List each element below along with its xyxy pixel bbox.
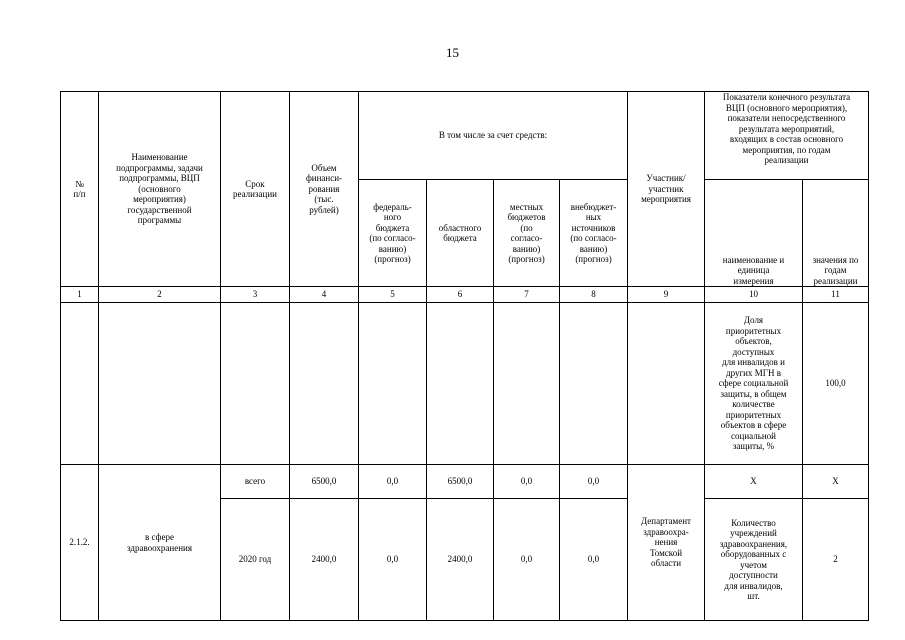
- regional-cell: 2400,0: [427, 499, 494, 621]
- indicator-name-cell: Количество учреждений здравоохранения, оборудованных с учетом доступности для инвалидов, шт.: [705, 499, 803, 621]
- empty-cell: [290, 303, 359, 465]
- col-num-3: 3: [221, 287, 290, 303]
- period-cell: 2020 год: [221, 499, 290, 621]
- volume-cell: 6500,0: [290, 465, 359, 499]
- row-name: в сфере здравоохранения: [99, 465, 221, 621]
- header-volume: Объем финанси- рования (тыс. рублей): [290, 92, 359, 287]
- col-num-10: 10: [705, 287, 803, 303]
- period-cell: всего: [221, 465, 290, 499]
- empty-cell: [628, 303, 705, 465]
- header-period: Срок реализации: [221, 92, 290, 287]
- header-indicators-group: Показатели конечного результата ВЦП (основного мероприятия), показатели непосредственного результата мероприятий, входящих в состав основного мероприятия, по годам реализации: [705, 92, 869, 180]
- header-federal: федераль- ного бюджета (по согласо- ванию) (прогноз): [359, 180, 427, 287]
- volume-cell: 2400,0: [290, 499, 359, 621]
- header-local: местных бюджетов (по согласо- ванию) (прогноз): [494, 180, 560, 287]
- header-indicator-name: наименование и единица измерения: [705, 180, 803, 287]
- empty-cell: [560, 303, 628, 465]
- col-num-11: 11: [803, 287, 869, 303]
- header-row-1: [61, 92, 869, 180]
- header-indicator-value: значения по годам реализации: [803, 180, 869, 287]
- header-regional: областного бюджета: [427, 180, 494, 287]
- col-num-2: 2: [99, 287, 221, 303]
- extrabudget-cell: 0,0: [560, 499, 628, 621]
- participant-cell: Департамент здравоохра- нения Томской области: [628, 465, 705, 621]
- indicator-value-cell: 2: [803, 499, 869, 621]
- header-name: Наименование подпрограммы, задачи подпрограммы, ВЦП (основного мероприятия) государственной программы: [99, 92, 221, 287]
- col-num-1: 1: [61, 287, 99, 303]
- header-sources-group: В том числе за счет средств:: [359, 92, 628, 180]
- empty-cell: [99, 303, 221, 465]
- empty-cell: [359, 303, 427, 465]
- indicator-name-cell: Доля приоритетных объектов, доступных для инвалидов и других МГН в сфере социальной защиты, в общем количестве приоритетных объектов в сфере социальной защиты, %: [705, 303, 803, 465]
- col-num-4: 4: [290, 287, 359, 303]
- empty-cell: [494, 303, 560, 465]
- col-num-7: 7: [494, 287, 560, 303]
- col-num-9: 9: [628, 287, 705, 303]
- col-num-5: 5: [359, 287, 427, 303]
- row-number: 2.1.2.: [61, 465, 99, 621]
- regional-cell: 6500,0: [427, 465, 494, 499]
- col-num-8: 8: [560, 287, 628, 303]
- indicator-name-cell: X: [705, 465, 803, 499]
- empty-cell: [427, 303, 494, 465]
- indicator-value-cell: X: [803, 465, 869, 499]
- federal-cell: 0,0: [359, 465, 427, 499]
- col-num-6: 6: [427, 287, 494, 303]
- extrabudget-cell: 0,0: [560, 465, 628, 499]
- empty-cell: [61, 303, 99, 465]
- column-numbers-row: [61, 287, 869, 303]
- empty-cell: [221, 303, 290, 465]
- header-participant: Участник/ участник мероприятия: [628, 92, 705, 287]
- program-table: [60, 91, 869, 621]
- header-extrabudget: внебюджет- ных источников (по согласо- ванию) (прогноз): [560, 180, 628, 287]
- table-row-212-total: [61, 465, 869, 499]
- indicator-value-cell: 100,0: [803, 303, 869, 465]
- page-number: 15: [446, 45, 459, 60]
- local-cell: 0,0: [494, 499, 560, 621]
- table-row-continuation: [61, 303, 869, 465]
- header-number: № п/п: [61, 92, 99, 287]
- federal-cell: 0,0: [359, 499, 427, 621]
- local-cell: 0,0: [494, 465, 560, 499]
